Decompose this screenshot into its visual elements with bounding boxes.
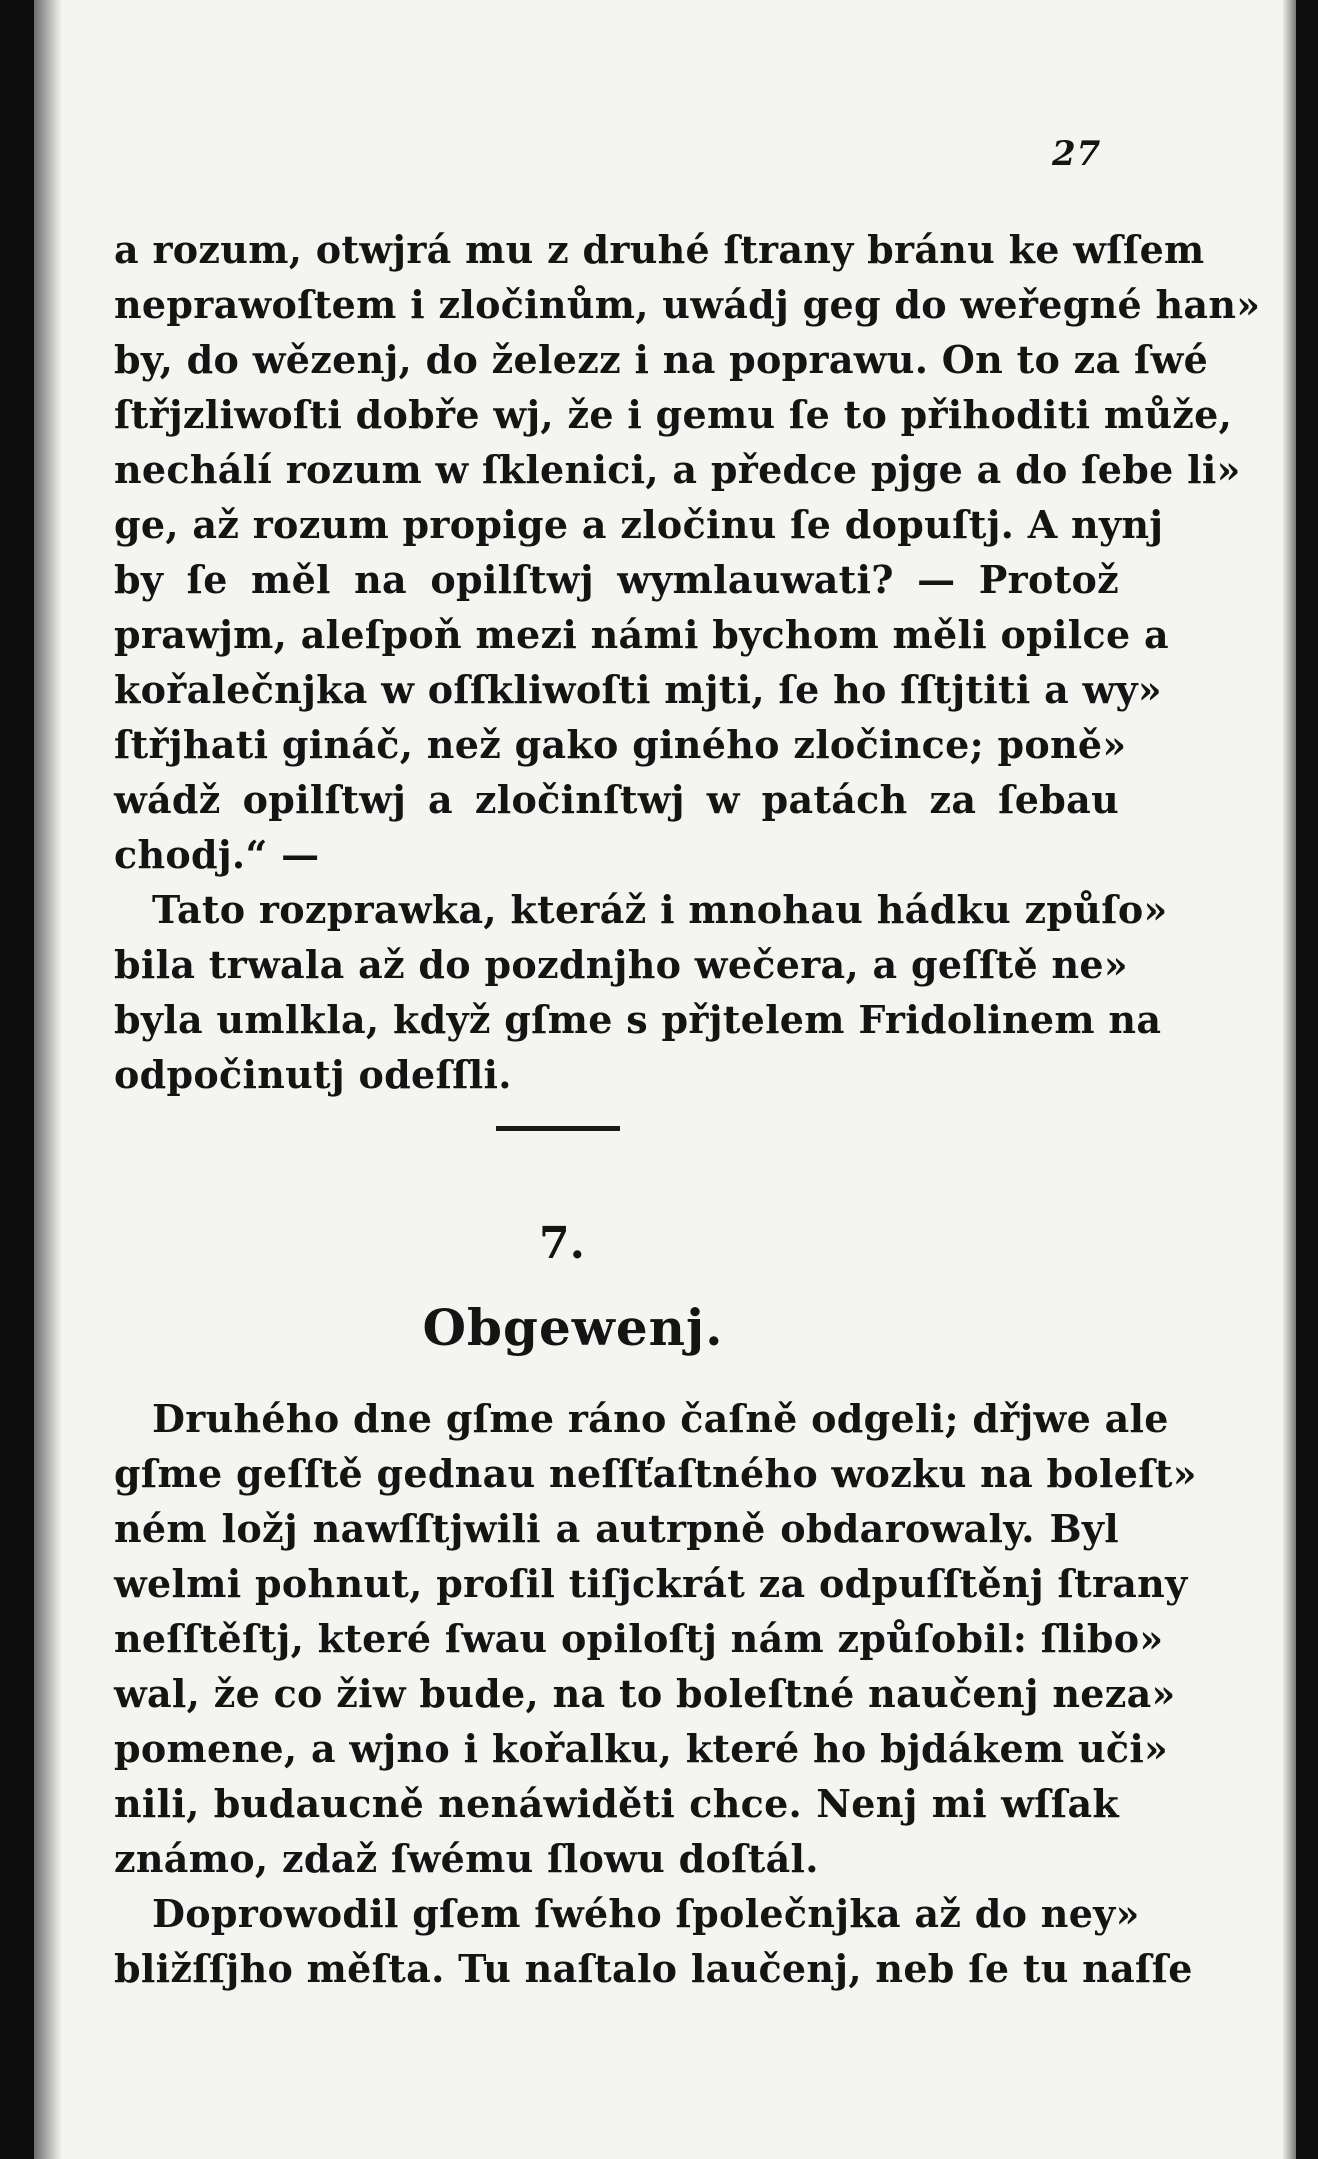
text-line: welmi pohnut, proſil tiſjckrát za odpuſſtěnj ſtrany [114, 1561, 1188, 1606]
text-line: wádž opilſtwj a zločinſtwj w patách za ſebau [114, 777, 1119, 822]
text-line: Tato rozprawka, kteráž i mnohau hádku způſo» [152, 887, 1168, 932]
text-line: nili, budaucně nenáwiděti chce. Nenj mi wſſak [114, 1781, 1119, 1826]
scan-left-border [0, 0, 34, 2159]
chapter-number: 7. [539, 1218, 585, 1269]
text-line: známo, zdaž ſwému ſlowu doſtál. [114, 1836, 819, 1881]
text-line: ſtřjzliwoſti dobře wj, že i gemu ſe to přihoditi může, [114, 392, 1233, 437]
text-line: neprawoſtem i zločinům, uwádj geg do weřegné han» [114, 282, 1261, 327]
text-line: neſſtěſtj, které ſwau opiloſtj nám způſobil: ſlibo» [114, 1616, 1164, 1661]
text-line: wal, že co žiw bude, na to boleſtné naučenj neza» [114, 1671, 1176, 1716]
text-line: a rozum, otwjrá mu z druhé ſtrany bránu ke wſſem [114, 227, 1205, 272]
text-line: byla umlkla, když gſme s přjtelem Fridolinem na [114, 997, 1162, 1042]
scan-left-shadow [34, 0, 62, 2159]
text-block-bottom [114, 1391, 1197, 1996]
text-line: ge, až rozum propige a zločinu ſe dopuſtj. A nynj [114, 502, 1164, 547]
text-line: bližſſjho měſta. Tu naſtalo laučenj, neb ſe tu naſſe [114, 1946, 1193, 1991]
text-line: ſtřjhati gináč, než gako giného zločince; poně» [114, 722, 1127, 767]
text-line: prawjm, aleſpoň mezi námi bychom měli opilce a [114, 612, 1169, 657]
text-line: pomene, a wjno i kořalku, které ho bjdákem uči» [114, 1726, 1169, 1771]
text-line: kořalečnjka w oſſkliwoſti mjti, ſe ho ſſtjtiti a wy» [114, 667, 1162, 712]
page-number: 27 [1052, 134, 1102, 174]
text-line: odpočinutj odeſſli. [114, 1052, 512, 1097]
text-line: gſme geſſtě gednau neſſťaſtného wozku na boleſt» [114, 1451, 1197, 1496]
text-line: nechálí rozum w ſklenici, a předce pjge a do ſebe li» [114, 447, 1241, 492]
section-divider [496, 1126, 620, 1131]
text-line: bila trwala až do pozdnjho wečera, a geſſtě ne» [114, 942, 1128, 987]
scan-right-shadow [1282, 0, 1296, 2159]
text-line: Druhého dne gſme ráno čaſně odgeli; dřjwe ale [152, 1396, 1169, 1441]
text-line: Doprowodil gſem ſwého ſpolečnjka až do ney» [152, 1891, 1140, 1936]
chapter-title: Obgewenj. [422, 1298, 724, 1357]
text-line: ném ložj nawſſtjwili a autrpně obdarowaly. Byl [114, 1506, 1119, 1551]
text-line: chodj.“ — [114, 832, 320, 877]
text-line: by, do wězenj, do železz i na poprawu. On to za ſwé [114, 337, 1209, 382]
text-line: by ſe měl na opilſtwj wymlauwati? — Protož [114, 557, 1119, 602]
text-block-top [114, 222, 1261, 1102]
scan-right-border [1296, 0, 1318, 2159]
